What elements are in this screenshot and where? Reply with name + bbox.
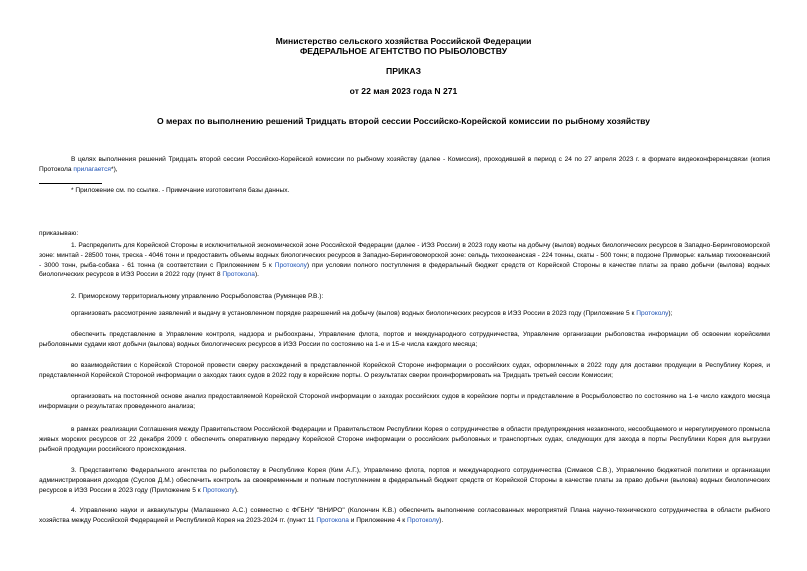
item-4-mid: и Приложение 4 к — [348, 516, 407, 524]
document-type: ПРИКАЗ — [386, 66, 421, 76]
footnote: * Приложение см. по ссылке. - Примечание изготовителя базы данных. — [71, 187, 290, 194]
intro-paragraph — [39, 155, 770, 175]
protocol-link[interactable]: Протоколу — [406, 516, 440, 524]
protocol-link[interactable]: Протоколу — [274, 261, 307, 269]
agency-name: ФЕДЕРАЛЬНОЕ АГЕНТСТВО ПО РЫБОЛОВСТВУ — [299, 46, 508, 56]
item-2d: организовать на постоянной основе анализ предоставляемой Корейской Стороной информации о заходах российских судов в корейские порты и представление в Росрыболовство по состоянию на 1-е число каждого месяца информации о результатах проведенного анализа; — [39, 393, 770, 410]
document-date-number: от 22 мая 2023 года N 271 — [349, 86, 458, 96]
item-2: 2. Приморскому территориальному управлению Росрыболовства (Румянцев Р.В.): — [71, 293, 324, 300]
document-title: О мерах по выполнению решений Тридцать второй сессии Российско-Корейской комиссии по рыбному хозяйству — [156, 116, 651, 126]
item-2a — [39, 309, 770, 319]
attachment-link[interactable]: прилагается — [73, 165, 111, 173]
footnote-divider — [39, 183, 102, 184]
item-4-end: ). — [439, 516, 444, 524]
item-3 — [39, 466, 770, 495]
item-1 — [39, 241, 770, 280]
item-1-text: 1. Распределить для Корейской Стороны в исключительной экономической зоне Российской Федерации (далее - ИЭЗ России) в 2023 году квоты на добычу (вылов) водных биологических ресурсов в Западно-Беринговоморской зоне: минтай - 28500 тонн, треска - 4046 тонн и предоставить объемы водных биологических ресурсов в Западно-Беринговоморской зоне: сельдь тихоокеанская - 224 тонны, скаты - 500 тонн; в подзоне Приморье: кальмар тихоокеанский - 3000 тонн, рыба-собака - 61 тонна (в соответствии с Приложением 5 к — [39, 242, 770, 269]
item-1-mid: ) при условии полного поступления в федеральный бюджет средств от Корейской Стороны в качестве платы за право добычи (вылова) водных биологических ресурсов в ИЭЗ России в 2022 году (пункт 8 — [39, 261, 770, 279]
protocol-link[interactable]: Протокола — [316, 516, 349, 524]
ministry-name: Министерство сельского хозяйства Российской Федерации — [275, 36, 532, 46]
item-3-text: 3. Представителю Федерального агентства по рыболовству в Республике Корея (Ким А.Г.), Управлению флота, портов и международного сотрудничества (Симаков С.В.), Управлению бюджетной политики и организации администрирования доходов (Суслов Д.М.) обеспечить контроль за своевременным и полным поступлением в федеральный бюджет средств от Корейской Стороны в качестве платы за право добычи (вылова) водных биологических ресурсов в ИЭЗ России в 2023 году (Приложение 5 к — [39, 467, 770, 494]
item-4-text: 4. Управлению науки и аквакультуры (Малашенко А.С.) совместно с ФГБНУ "ВНИРО" (Колончин К.В.) обеспечить выполнение согласованных мероприятий Плана научно-технического сотрудничества в области рыбного хозяйства между Российской Федерацией и Республикой Корея на 2023-2024 гг. (пункт 11 — [39, 507, 770, 524]
protocol-link[interactable]: Протокола — [222, 271, 255, 279]
item-4 — [39, 506, 770, 526]
item-3-end: ). — [234, 486, 239, 494]
item-2c: во взаимодействии с Корейской Стороной провести сверку расхождений в представленной Корейской Стороне информации о российских судах, оформленных в 2022 году для доставки продукции в Республику Корея, и представленной Корейской Стороной информации о заходах таких судов в 2022 году в корейские порты. О результатах сверки проинформировать на Тридцать третьей сессии Комиссии; — [39, 362, 770, 379]
order-word: приказываю: — [39, 230, 79, 237]
item-1-end: ). — [254, 271, 259, 279]
protocol-link[interactable]: Протоколу — [202, 486, 235, 494]
intro-text: В целях выполнения решений Тридцать второй сессии Российско-Корейской комиссии по рыбному хозяйству (далее - Комиссия), проходившей в период с 24 по 27 апреля 2023 г. в формате видеоконференцсвязи (копия Протокола — [39, 156, 770, 173]
item-2b: обеспечить представление в Управление контроля, надзора и рыбоохраны, Управление флота, портов и международного сотрудничества, Управление организации рыболовства информации об освоении корейскими рыболовными судами квот добычи (вылова) водных биологических ресурсов в ИЭЗ России по состоянию на 1-е и 15-е числа каждого месяца; — [39, 331, 770, 348]
item-2a-end: ); — [668, 310, 673, 317]
protocol-link[interactable]: Протоколу — [636, 310, 669, 317]
item-2e: в рамках реализации Соглашения между Правительством Российской Федерации и Правительством Республики Корея о сотрудничестве в области предупреждения незаконного, несообщаемого и нерегулируемого промысла живых морских ресурсов от 22 декабря 2009 г. обеспечить оперативную передачу Корейской Стороне информации о российских рыболовных и транспортных судах, следующих для захода в порты Республики Корея для выгрузки рыбной продукции российского происхождения. — [39, 426, 770, 453]
intro-tail: *), — [111, 165, 118, 173]
item-2a-text: организовать рассмотрение заявлений и выдачу в установленном порядке разрешений на добычу (вылов) водных биологических ресурсов в ИЭЗ России в 2023 году (Приложение 5 к — [71, 310, 637, 317]
